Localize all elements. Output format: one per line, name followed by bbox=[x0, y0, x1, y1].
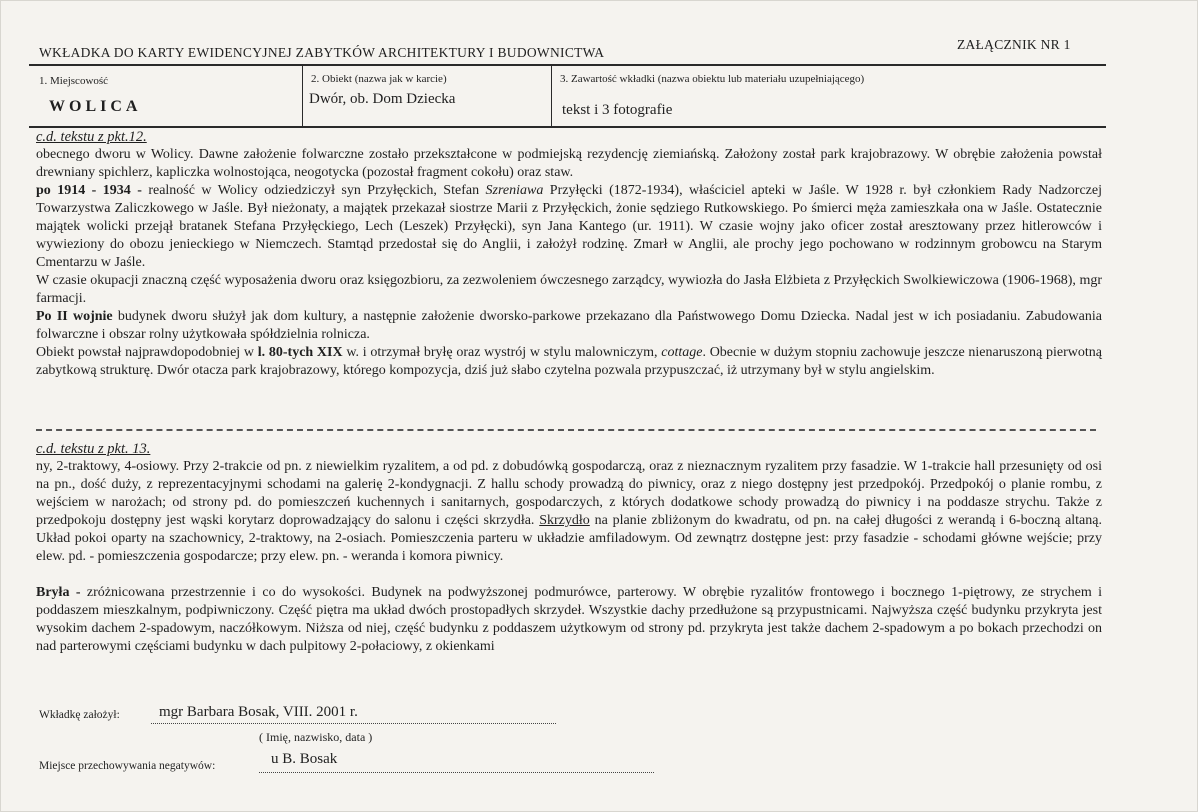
section-description-heading: c.d. tekstu z pkt. 13. bbox=[36, 441, 151, 457]
content-value: tekst i 3 fotografie bbox=[562, 102, 673, 118]
section-divider bbox=[36, 429, 1096, 431]
description-paragraph-1: ny, 2-traktowy, 4-osiowy. Przy 2-trakcie od pn. z niewielkim ryzalitem, a od pd. z dobudówką gospodarczą, oraz z nieznacznym ryzalitem przy fasadzie. W 1-trakcie hall przesunięty od osi na pn., dość duży, z reprezentacyjnymi schodami na galerię 2-kondygnacji. Z hallu schody prowadzą do piwnicy, oraz z niego dostępny jest przedpokój. Przedpokój o planie rombu, z wejściem w narożach; od strony pd. do pomieszczeń kuchennych i sanitarnych, gospodarczych, z których dodatkowe schody prowadzą do piwnicy i na poddasze strychu. Także z przedpokoju dostępny jest wąski korytarz doprowadzający do salonu i części skrzydła. Skrzydło na planie zbliżonym do kwadratu, od pn. na całej długości z werandą i 6-boczną altaną. Układ pokoi oparty na szachownicy, 2-traktowy, na 2-osiach. Pomieszczenia parteru w układzie amfiladowym. Od zewnątrz dostępne jest: przy fasadzie - schodami główne wejście; przy elew. pd. - pomieszczenia gospodarcze; przy elew. pn. - weranda i komora piwnicy. bbox=[36, 459, 1102, 564]
locality-field bbox=[29, 66, 301, 126]
author-hint: ( Imię, nazwisko, data ) bbox=[259, 730, 373, 744]
history-period-1914: po 1914 - 1934 - bbox=[36, 183, 142, 198]
form-title: WKŁADKA DO KARTY EWIDENCYJNEJ ZABYTKÓW ARCHITEKTURY I BUDOWNICTWA bbox=[39, 45, 605, 60]
annex-number: ZAŁĄCZNIK NR 1 bbox=[957, 37, 1071, 52]
storage-value: u B. Bosak bbox=[271, 751, 338, 767]
content-label: 3. Zawartość wkładki (nazwa obiektu lub materiału uzupełniającego) bbox=[560, 73, 865, 85]
description-paragraph-2: Bryła - zróżnicowana przestrzennie i co do wysokości. Budynek na podwyższonej podmurówce, parterowy. W obrębie ryzalitów frontowego i bocznego 1-piętrowy, ze strychem i poddaszem mieszkalnym, podpiwniczony. Część piętra ma układ dwóch prostopadłych skrzydeł. Wszystkie dachy przedłużone są przypustnicami. Najwyższa część budynku przykryta jest wysokim dachem 2-spadowym, naczółkowym. Niższa od niej, część budynku z poddaszem użytkowym od strony pd. przykryta jest także dachem 2-spadowym a po bokach przechodzi on nad parterowymi częściami budynku w dach pulpitowy 2-połaciowy, z okienkami bbox=[36, 585, 1103, 654]
history-paragraph-5: Obiekt powstał najprawdopodobniej w l. 80-tych XIX w. i otrzymał bryłę oraz wystrój w stylu malowniczym, cottage. Obecnie w dużym stopniu zachowuje jeszcze nienaruszoną pierwotną zabytkową strukturę. Dwór otacza park krajobrazowy, którego kompozycja, dziś już słabo czytelna pozwala przypuszczać, iż utrzymany był w stylu angielskim. bbox=[36, 345, 1102, 378]
author-label: Wkładkę założył: bbox=[39, 709, 120, 721]
author-value: mgr Barbara Bosak, VIII. 2001 r. bbox=[159, 704, 358, 720]
coat-of-arms-name: Szreniawa bbox=[485, 183, 544, 198]
history-paragraph-2: po 1914 - 1934 - realność w Wolicy odziedziczył syn Przyłęckich, Stefan Szreniawa Przyłęcki (1872-1934), właściciel apteki w Jaśle. W 1928 r. był członkiem Rady Nadzorczej Towarzystwa Zaliczkowego w Jaśle. Był nieżonaty, a majątek przekazał siostrze Marii z Przyłęckich, żonie sędziego Rutkowskiego. Po śmierci męża zamieszkała ona w Jaśle. Ostatecznie majątek wolicki przejął bratanek Stefana Przyłęckiego, Lech (Leszek) Przyłęcki), syn Jana Kantego (ur. 1911). W czasie wojny jako oficer został aresztowany przez hitlerowców i wywieziony do obozu jenieckiego w Niemczech. Stamtąd przedostał się do Anglii, i założył rodzinę. Zmarł w Anglii, ale prochy jego pochowano w rodzinnym grobowcu na Starym Cmentarzu w Jaśle. bbox=[36, 183, 1102, 270]
history-paragraph-4: Po II wojnie budynek dworu służył jak dom kultury, a następnie założenie dworsko-parkowe przekazano dla Państwowego Domu Dziecka. Nadal jest w ich posiadaniu. Zabudowania folwarczne i obszar rolny użytkowała spółdzielnia rolnicza. bbox=[36, 309, 1102, 342]
section-history-heading: c.d. tekstu z pkt.12. bbox=[36, 129, 147, 145]
construction-date: l. 80-tych XIX bbox=[257, 345, 343, 360]
style-name: cottage bbox=[661, 345, 703, 360]
locality-value: WOLICA bbox=[49, 98, 142, 115]
history-paragraph-3: W czasie okupacji znaczną część wyposażenia dworu oraz księgozbioru, za zezwoleniem ówczesnego zarządcy, wywiozła do Jasła Elżbieta z Przyłęckich Swolkiewiczowa (1906-1968), mgr farmacji. bbox=[36, 273, 1102, 306]
header-fields bbox=[29, 64, 1106, 128]
author-dotted-line bbox=[151, 723, 556, 724]
object-value: Dwór, ob. Dom Dziecka bbox=[309, 91, 456, 107]
storage-label: Miejsce przechowywania negatywów: bbox=[39, 760, 216, 772]
wing-term: Skrzydło bbox=[539, 513, 590, 528]
locality-label: 1. Miejscowość bbox=[39, 75, 109, 87]
object-field bbox=[302, 66, 551, 126]
section-history bbox=[36, 128, 1102, 380]
history-paragraph-1: obecnego dworu w Wolicy. Dawne założenie folwarczne zostało przekształcone w podmiejską rezydencję ziemiańską. Założony został park krajobrazowy. W obrębie założenia powstał drewniany spichlerz, kapliczka wolnostojąca, neogotycka (pozostał fragment cokołu) oraz staw. bbox=[36, 147, 1102, 180]
content-field bbox=[551, 66, 1106, 126]
storage-dotted-line bbox=[259, 772, 654, 773]
history-period-postwar: Po II wojnie bbox=[36, 309, 113, 324]
massing-term: Bryła - bbox=[36, 585, 81, 600]
object-label: 2. Obiekt (nazwa jak w karcie) bbox=[311, 73, 447, 85]
section-description bbox=[36, 440, 1102, 656]
